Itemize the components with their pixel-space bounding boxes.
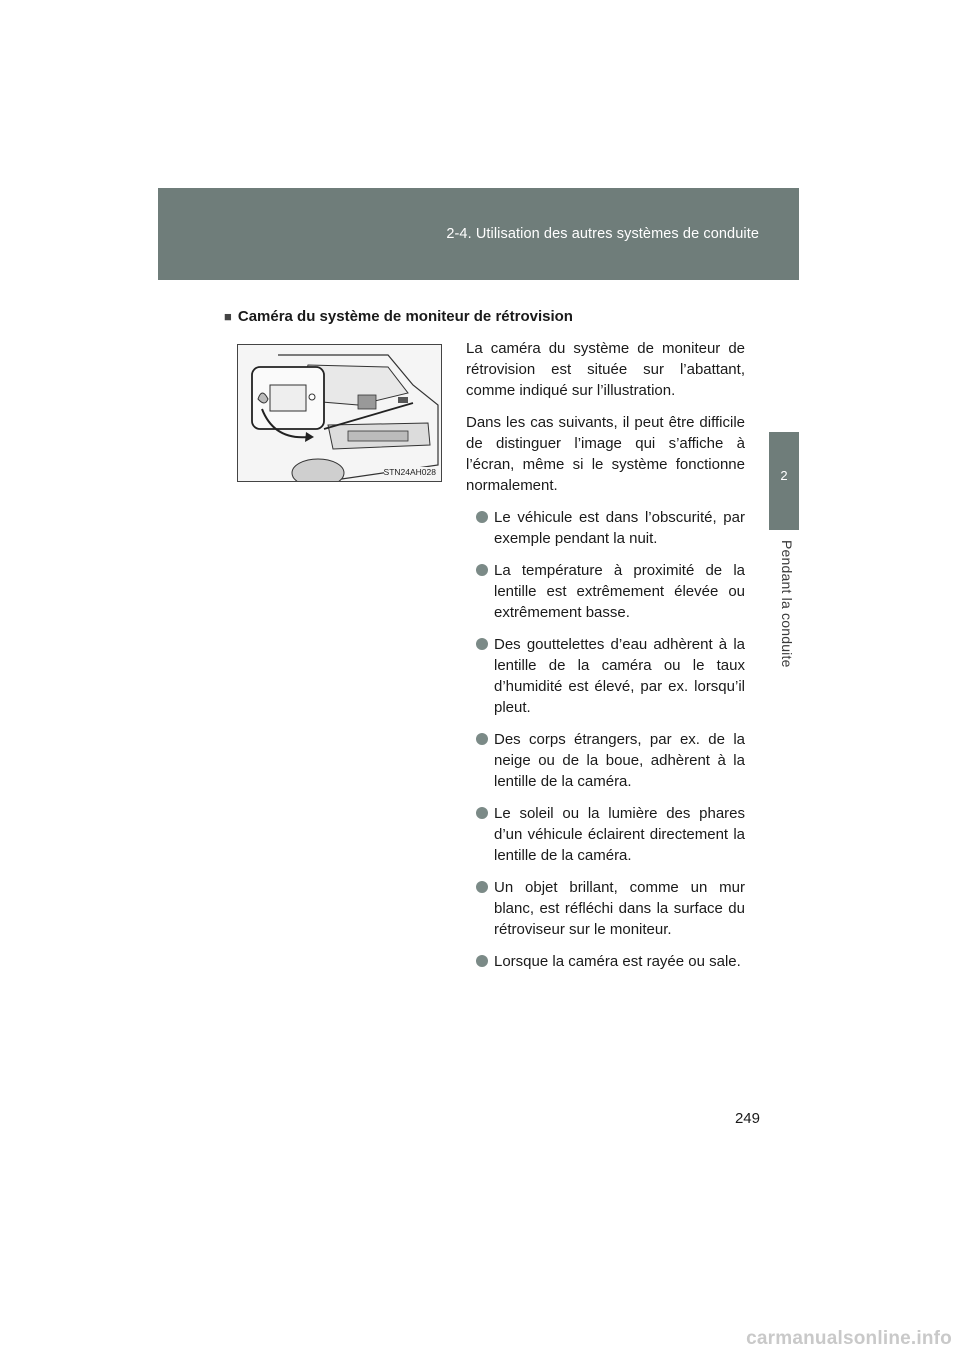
chapter-number: 2: [780, 468, 788, 483]
page-number: 249: [734, 1110, 760, 1127]
bullet-dot-icon: [476, 881, 488, 893]
conditions-list: [466, 507, 745, 972]
chapter-tab: [769, 432, 799, 530]
header-title: 2-4. Utilisation des autres systèmes de conduite: [446, 226, 759, 242]
section-heading-text: Caméra du système de moniteur de rétrovision: [237, 308, 573, 325]
paragraph: Dans les cas suivants, il peut être difficile de distinguer l’image qui s’affiche à l’écran, même si le système fonctionne normalement.: [466, 414, 745, 494]
list-item: Un objet brillant, comme un mur blanc, est réfléchi dans la surface du rétroviseur sur le moniteur.: [466, 877, 745, 940]
bullet-dot-icon: [476, 638, 488, 650]
list-item: Des gouttelettes d’eau adhèrent à la lentille de la caméra ou le taux d’humidité est élevé, par ex. lorsqu’il pleut.: [466, 634, 745, 718]
list-item: Le soleil ou la lumière des phares d’un véhicule éclairent directement la lentille de la caméra.: [466, 803, 745, 866]
body-text: [466, 338, 745, 983]
tailgate-illustration: [238, 345, 441, 481]
section-heading: [224, 308, 573, 325]
list-item: Le véhicule est dans l’obscurité, par exemple pendant la nuit.: [466, 507, 745, 549]
square-bullet-icon: ■: [224, 309, 232, 324]
figure-code: STN24AH028: [383, 467, 436, 477]
list-item: La température à proximité de la lentille est extrêmement élevée ou extrêmement basse.: [466, 560, 745, 623]
list-item: Lorsque la caméra est rayée ou sale.: [466, 951, 745, 972]
camera-illustration: [237, 344, 442, 482]
bullet-dot-icon: [476, 807, 488, 819]
bullet-dot-icon: [476, 733, 488, 745]
bullet-dot-icon: [476, 511, 488, 523]
bullet-dot-icon: [476, 955, 488, 967]
bullet-dot-icon: [476, 564, 488, 576]
header-band: [158, 188, 799, 280]
watermark: carmanualsonline.info: [746, 1328, 952, 1349]
list-item: Des corps étrangers, par ex. de la neige ou de la boue, adhèrent à la lentille de la caméra.: [466, 729, 745, 792]
paragraph: La caméra du système de moniteur de rétrovision est située sur l’abattant, comme indiqué sur l’illustration.: [466, 340, 745, 399]
chapter-label: Pendant la conduite: [779, 540, 795, 668]
